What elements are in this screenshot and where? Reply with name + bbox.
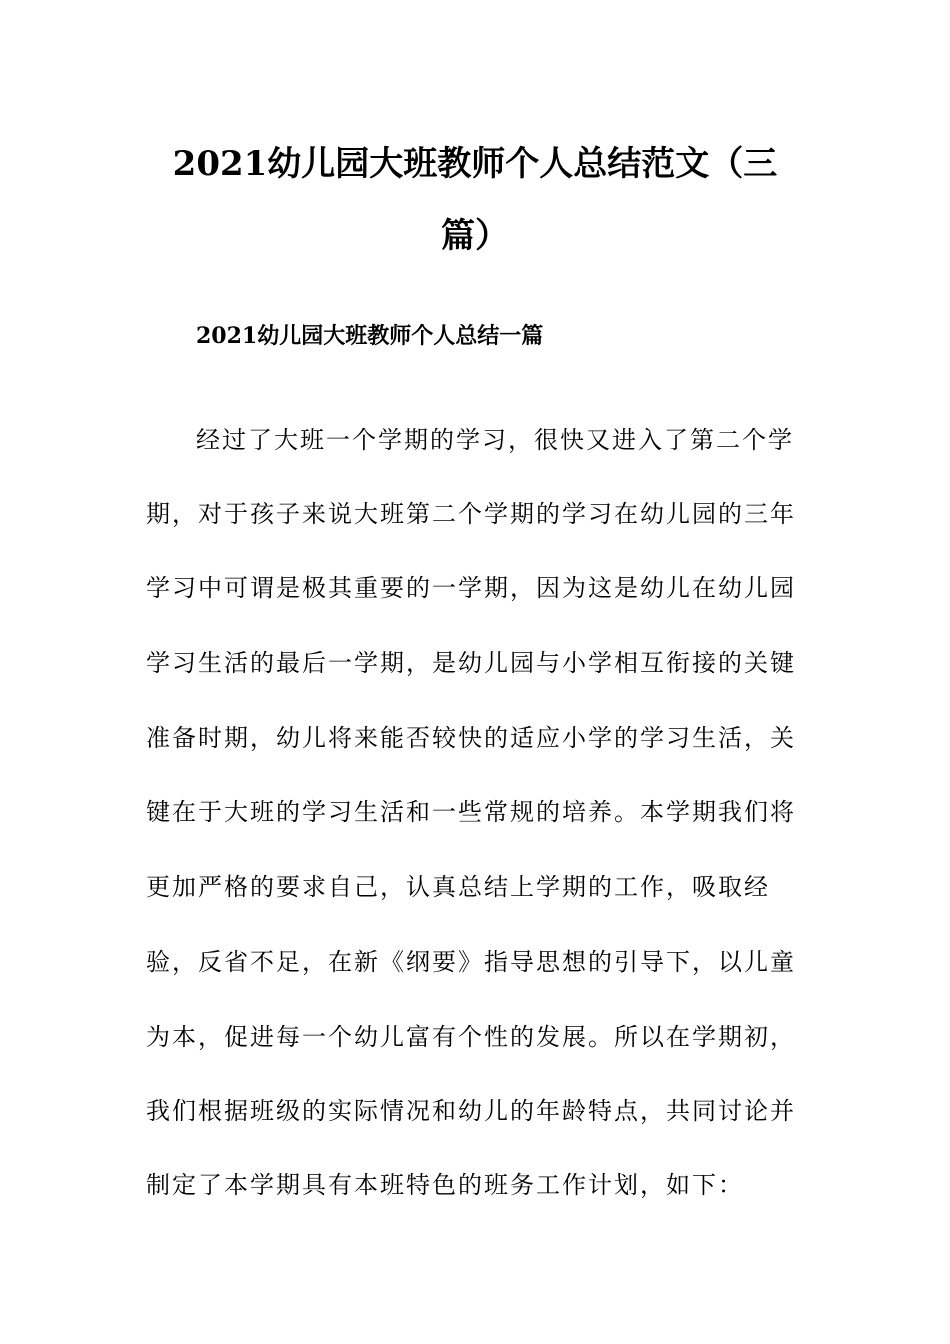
body-line-1: 经过了大班一个学期的学习，很快又进入了第二个学 [196,426,794,454]
body-line-4: 学习生活的最后一学期，是幼儿园与小学相互衔接的关键 [146,649,796,677]
body-line-11: 制定了本学期具有本班特色的班务工作计划，如下： [146,1171,744,1199]
document-title-line-1: 2021幼儿园大班教师个人总结范文（三 [172,144,778,184]
body-line-5: 准备时期，幼儿将来能否较快的适应小学的学习生活，关 [146,724,796,752]
body-line-3: 学习中可谓是极其重要的一学期，因为这是幼儿在幼儿园 [146,574,796,602]
body-line-10: 我们根据班级的实际情况和幼儿的年龄特点，共同讨论并 [146,1097,796,1125]
body-line-8: 验，反省不足，在新《纲要》指导思想的引导下，以儿童 [146,948,796,976]
body-line-9: 为本，促进每一个幼儿富有个性的发展。所以在学期初， [146,1023,796,1051]
body-line-2: 期，对于孩子来说大班第二个学期的学习在幼儿园的三年 [146,500,796,528]
document-title-line-2: 篇） [441,216,509,256]
section-heading: 2021幼儿园大班教师个人总结一篇 [196,323,544,349]
body-line-7: 更加严格的要求自己，认真总结上学期的工作，吸取经 [146,873,770,901]
body-line-6: 键在于大班的学习生活和一些常规的培养。本学期我们将 [146,798,796,826]
